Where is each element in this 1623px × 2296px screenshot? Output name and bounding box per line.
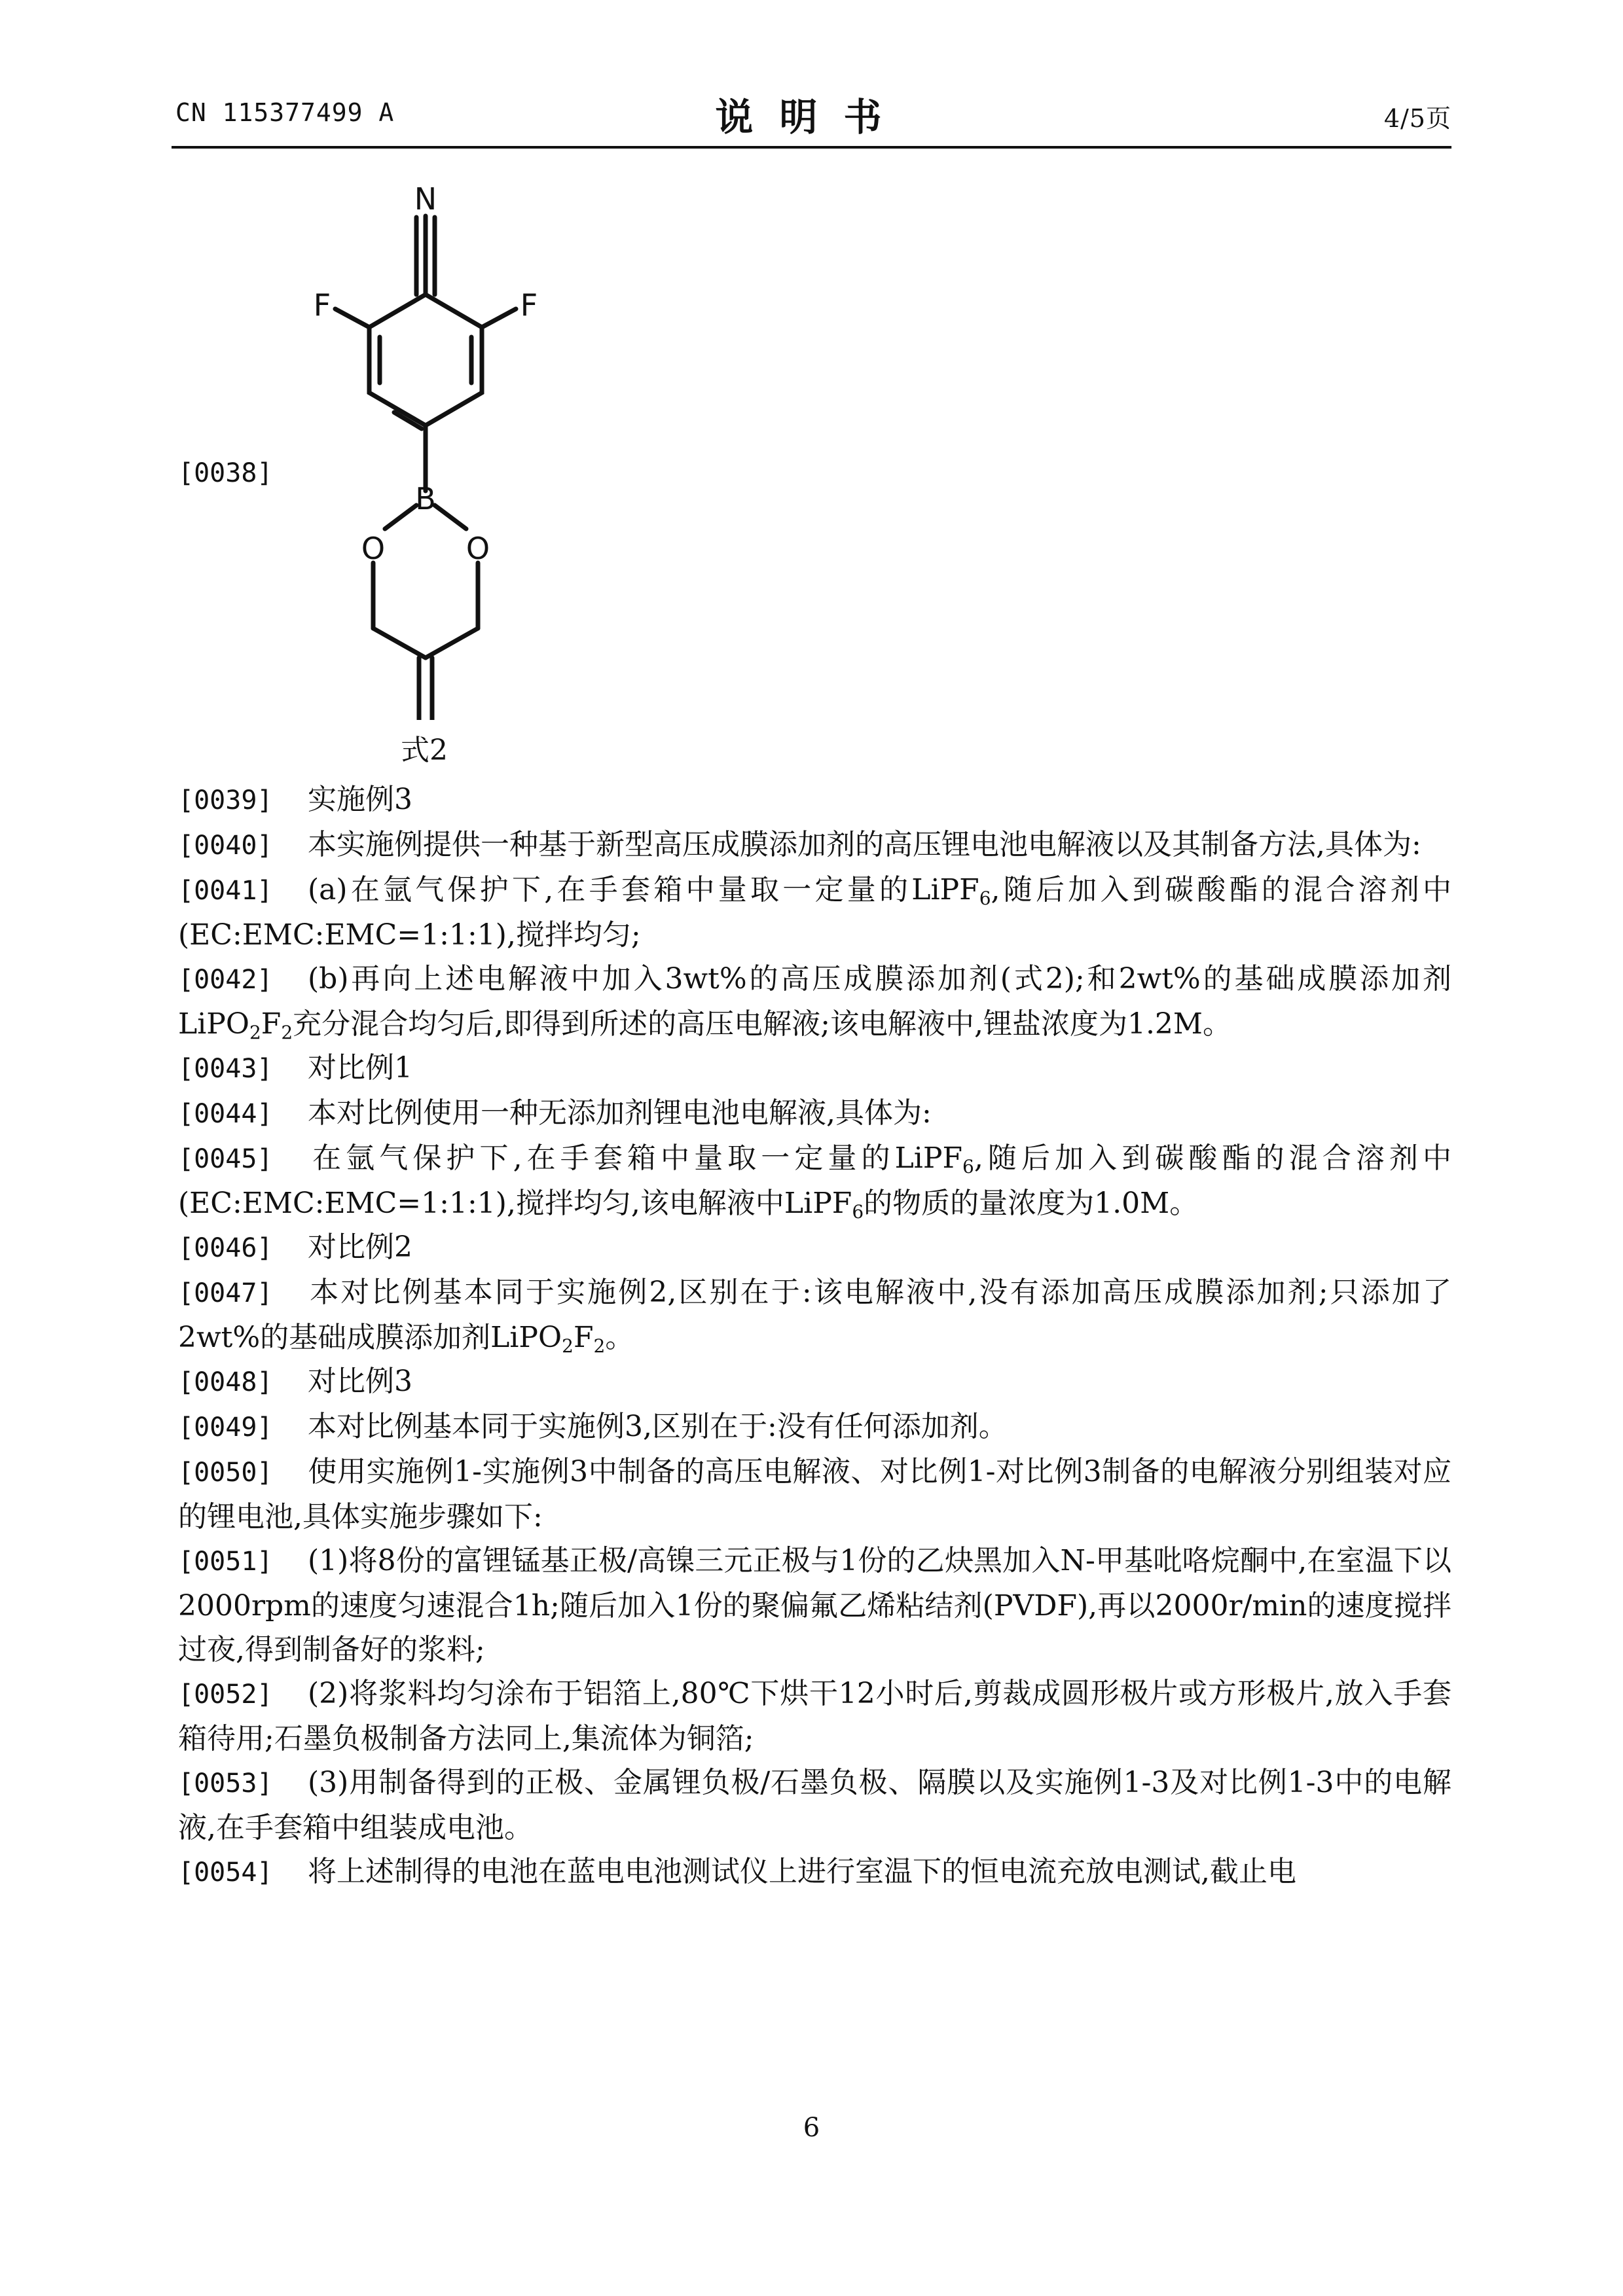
paragraph-number: [0038]: [178, 458, 273, 488]
paragraph: [178, 1405, 1451, 1450]
paragraph-text: 将上述制得的电池在蓝电电池测试仪上进行室温下的恒电流充放电测试,截止电: [308, 1855, 1296, 1888]
atom-n-label: N: [414, 181, 437, 217]
paragraph-number: [0048]: [178, 1367, 273, 1397]
document-id: CN 115377499 A: [175, 98, 395, 127]
paragraph-text: ,随后加入到碳酸酯的混合溶剂中(EC:EMC:EMC=1:1:1),搅拌均匀;: [178, 873, 1451, 952]
paragraph: [178, 1761, 1451, 1850]
paragraph-text: 。: [605, 1321, 634, 1354]
header-rule: [172, 146, 1451, 149]
paragraph: [178, 1046, 1451, 1091]
atom-f-label: F: [520, 287, 538, 323]
paragraph-number: [0044]: [178, 1099, 273, 1129]
paragraph-number: [0043]: [178, 1054, 273, 1084]
formula-label: 式2: [401, 734, 448, 767]
paragraph: [178, 1359, 1451, 1405]
subscript-text: 2: [281, 1022, 293, 1043]
paragraph-text: ,随后加入到碳酸酯的混合溶剂中(EC:EMC:EMC=1:1:1),搅拌均匀,该电解液中LiPF: [178, 1141, 1451, 1220]
paragraph-text: (a)在氩气保护下,在手套箱中量取一定量的LiPF: [308, 873, 979, 906]
paragraph-number: [0039]: [178, 785, 273, 816]
paragraph: [178, 1539, 1451, 1672]
paragraph-text: (3)用制备得到的正极、金属锂负极/石墨负极、隔膜以及实施例1-3及对比例1-3中的电解液,在手套箱中组装成电池。: [178, 1766, 1451, 1844]
page-title: 说明书: [715, 95, 908, 139]
paragraph-number: [0042]: [178, 965, 273, 995]
paragraph-text: 充分混合均匀后,即得到所述的高压电解液;该电解液中,锂盐浓度为1.2M。: [293, 1007, 1231, 1041]
paragraph: [178, 778, 1451, 823]
paragraph-text: 本实施例提供一种基于新型高压成膜添加剂的高压锂电池电解液以及其制备方法,具体为:: [308, 828, 1421, 861]
atom-b-label: B: [415, 481, 436, 516]
paragraph-number: [0040]: [178, 831, 273, 861]
paragraph: [178, 1450, 1451, 1539]
paragraph: [178, 957, 1451, 1046]
paragraph-text: 本对比例使用一种无添加剂锂电池电解液,具体为:: [308, 1096, 932, 1130]
page-number: 6: [803, 2113, 820, 2143]
subscript-text: 6: [979, 888, 991, 909]
atom-o-label: O: [465, 531, 490, 566]
paragraph-list: [178, 778, 1451, 1895]
paragraph-text: 对比例3: [308, 1365, 412, 1398]
paragraph-text: F: [261, 1007, 282, 1041]
subscript-text: 2: [249, 1022, 261, 1043]
paragraph-number: [0054]: [178, 1857, 273, 1888]
paragraph-number: [0041]: [178, 876, 273, 906]
paragraph: [178, 1136, 1451, 1225]
paragraph: [178, 1850, 1451, 1895]
subscript-text: 6: [962, 1156, 974, 1177]
paragraph-text: (1)将8份的富锂锰基正极/高镍三元正极与1份的乙炔黑加入N-甲基吡咯烷酮中,在室温下以2000rpm的速度匀速混合1h;随后加入1份的聚偏氟乙烯粘结剂(PVDF),再以2000r/min的速度搅拌过夜,得到制备好的浆料;: [178, 1544, 1451, 1666]
paragraph-text: (b)再向上述电解液中加入3wt%的高压成膜添加剂(式2);和2wt%的基础成膜添加剂LiPO: [178, 962, 1451, 1041]
structure-bonds: [335, 216, 516, 720]
page-indicator: 4/5页: [1383, 104, 1451, 133]
atom-f-label: F: [313, 287, 331, 323]
paragraph-text: 在氩气保护下,在手套箱中量取一定量的LiPF: [308, 1141, 962, 1175]
paragraph-number: [0049]: [178, 1412, 273, 1443]
paragraph-number: [0045]: [178, 1144, 273, 1174]
paragraph: [178, 1270, 1451, 1359]
paragraph-number: [0047]: [178, 1278, 273, 1308]
atom-o-label: O: [361, 531, 386, 566]
paragraph-text: 本对比例基本同于实施例2,区别在于:该电解液中,没有添加高压成膜添加剂;只添加了2wt%的基础成膜添加剂LiPO: [178, 1276, 1451, 1354]
paragraph: [178, 868, 1451, 957]
paragraph-number: [0052]: [178, 1679, 273, 1710]
paragraph: [178, 823, 1451, 868]
paragraph-text: 使用实施例1-实施例3中制备的高压电解液、对比例1-对比例3制备的电解液分别组装对应的锂电池,具体实施步骤如下:: [178, 1455, 1451, 1534]
paragraph-text: 对比例1: [308, 1051, 412, 1085]
paragraph: [178, 1672, 1451, 1761]
paragraph-text: 对比例2: [308, 1230, 412, 1264]
subscript-text: 6: [852, 1201, 864, 1223]
paragraph-number: [0053]: [178, 1768, 273, 1799]
subscript-text: 2: [593, 1335, 606, 1357]
subscript-text: 2: [562, 1335, 574, 1357]
paragraph-number: [0050]: [178, 1458, 273, 1488]
chemical-structure: [288, 170, 576, 720]
paragraph-number: [0051]: [178, 1547, 273, 1577]
paragraph-number: [0046]: [178, 1233, 273, 1263]
paragraph-text: 本对比例基本同于实施例3,区别在于:没有任何添加剂。: [308, 1410, 1008, 1443]
paragraph-text: 实施例3: [308, 783, 412, 816]
paragraph: [178, 1091, 1451, 1136]
paragraph-text: 的物质的量浓度为1.0M。: [864, 1187, 1199, 1220]
paragraph: [178, 1225, 1451, 1270]
paragraph-text: F: [573, 1321, 594, 1354]
paragraph-text: (2)将浆料均匀涂布于铝箔上,80℃下烘干12小时后,剪裁成圆形极片或方形极片,放入手套箱待用;石墨负极制备方法同上,集流体为铜箔;: [178, 1677, 1451, 1755]
